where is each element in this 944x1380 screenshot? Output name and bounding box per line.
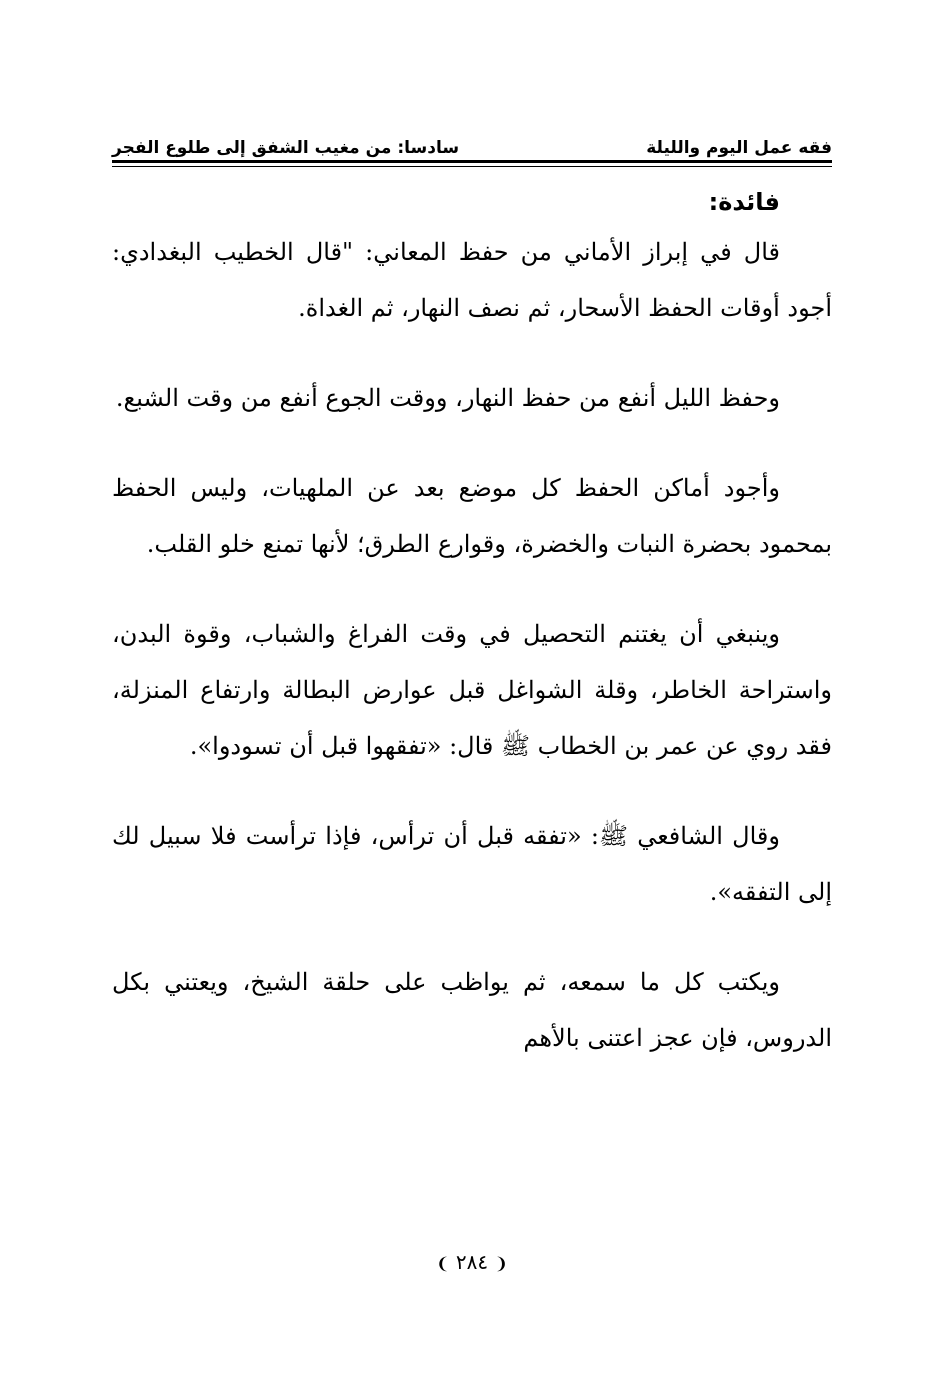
running-header	[112, 128, 832, 158]
ornament-left-icon: ❩	[436, 1254, 450, 1273]
chapter-title: سادسا: من مغيب الشفق إلى طلوع الفجر	[112, 138, 460, 158]
paragraph: وحفظ الليل أنفع من حفظ النهار، ووقت الجوع أنفع من وقت الشبع.	[115, 384, 780, 412]
paragraph: قال في إبراز الأماني من حفظ المعاني: "قال الخطيب البغدادي: أجود أوقات الحفظ الأسحار، ثم نصف النهار، ثم الغداة.	[112, 238, 832, 322]
paragraph: وقال الشافعي ﷺ: «تفقه قبل أن ترأس، فإذا ترأست فلا سبيل لك إلى التفقه».	[112, 822, 832, 906]
header-rule-thick	[112, 160, 832, 163]
section-title: فائدة:	[708, 188, 780, 216]
page-body	[112, 180, 832, 1100]
ornament-right-icon: ❨	[494, 1254, 508, 1273]
paragraph: وينبغي أن يغتنم التحصيل في وقت الفراغ والشباب، وقوة البدن، واستراحة الخاطر، وقلة الشواغل قبل عوارض البطالة وارتفاع المنزلة، فقد روي عن عمر بن الخطاب ﷺ قال: «تفقهوا قبل أن تسودوا».	[112, 620, 832, 760]
paragraph: وأجود أماكن الحفظ كل موضع بعد عن الملهيات، وليس الحفظ بمحمود بحضرة النبات والخضرة، وقوارع الطرق؛ لأنها تمنع خلو القلب.	[112, 474, 832, 558]
book-title: فقه عمل اليوم والليلة	[646, 138, 832, 158]
header-rule-thin	[112, 166, 832, 167]
paragraph: ويكتب كل ما سمعه، ثم يواظب على حلقة الشيخ، ويعتني بكل الدروس، فإن عجز اعتنى بالأهم	[112, 968, 832, 1052]
page-number: ٢٨٤	[455, 1250, 489, 1274]
page-number-footer	[0, 1250, 944, 1274]
